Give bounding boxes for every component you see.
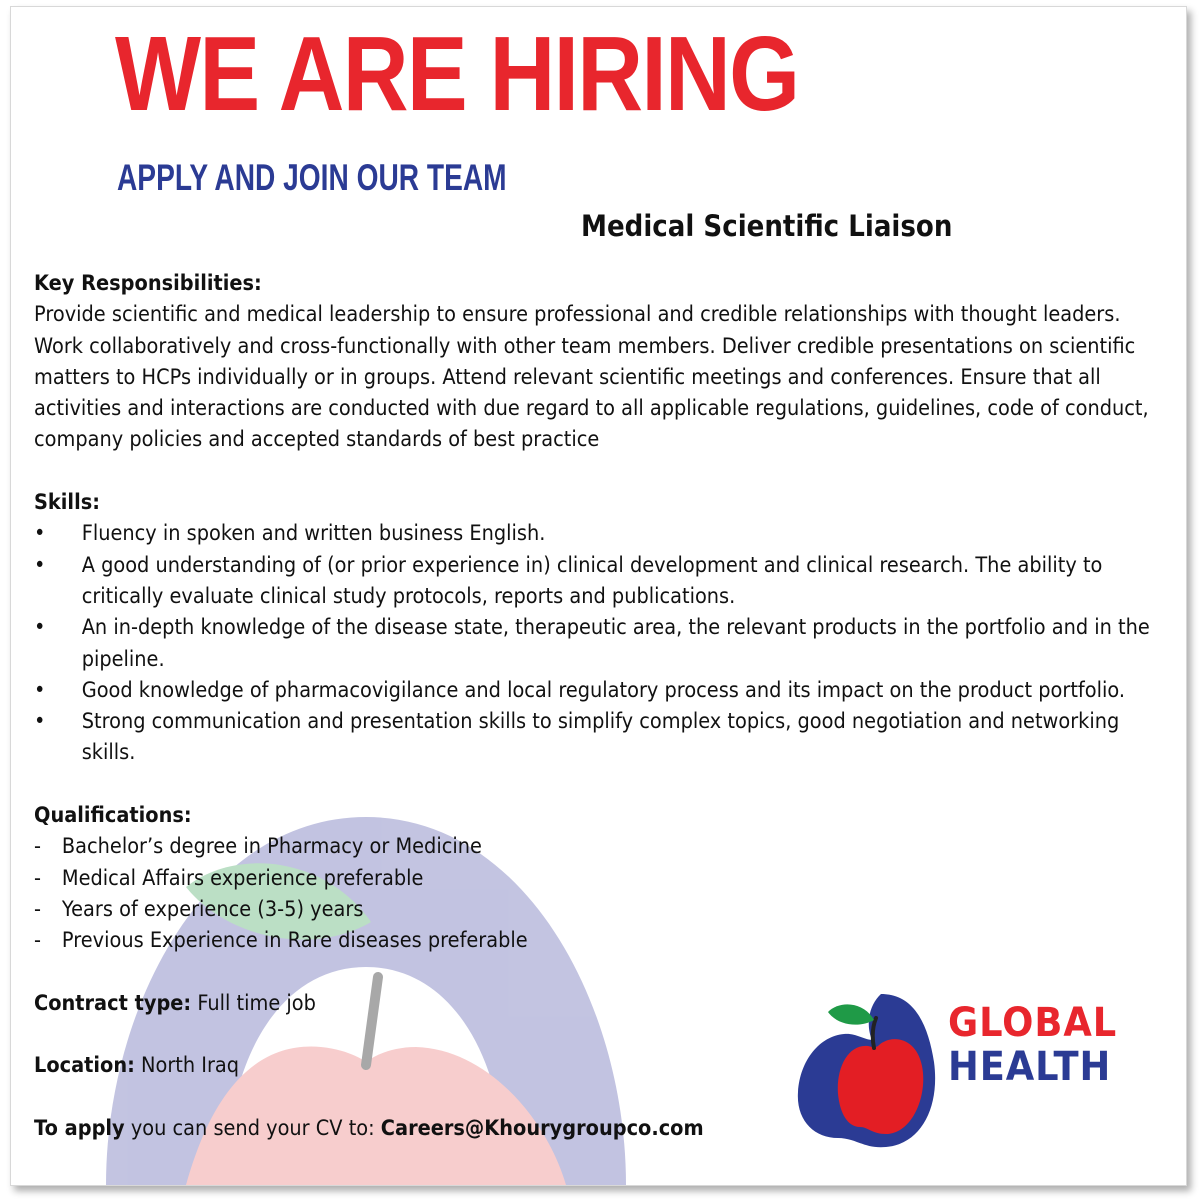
contract-type-label: Contract type: [34,990,192,1016]
bullet-icon: • [34,521,46,547]
join-team-subheadline: APPLY AND JOIN OUR TEAM [117,157,507,198]
bullet-icon: • [34,552,46,578]
skills-heading: Skills: [34,490,100,516]
skill-item: • Fluency in spoken and written business English. [34,518,1173,549]
dash-icon: - [34,834,41,860]
skill-item: • Strong communication and presentation skills to simplify complex topics, good negotiation and networking skills. [34,706,1173,769]
contract-type-value: Full time job [197,990,316,1016]
apply-label: To apply [34,1116,125,1142]
skill-item: • Good knowledge of pharmacovigilance and local regulatory process and its impact on the product portfolio. [34,675,1173,706]
job-title: Medical Scientific Liaison [581,209,953,243]
bullet-icon: • [34,677,46,703]
skills-list [34,518,1173,768]
logo-word-health: HEALTH [948,1044,1112,1090]
responsibilities-text: Provide scientific and medical leadership to ensure professional and credible relationships with thought leaders. Work collaboratively and cross-functionally with other team members. Deliver credible presentations on scientific matters to HCPs individually or in groups. Attend relevant scientific meetings and conferences. Ensure that all activities and interactions are conducted with due regard to all applicable regulations, guidelines, code of conduct, company policies and accepted standards of best practice [34,302,1149,453]
bullet-icon: • [34,709,46,735]
qualification-item: - Bachelor’s degree in Pharmacy or Medicine [34,831,1173,862]
qualification-item: - Previous Experience in Rare diseases preferable [34,925,1173,956]
qualifications-heading: Qualifications: [34,803,192,829]
logo-word-global: GLOBAL [948,1000,1118,1046]
dash-icon: - [34,865,41,891]
dash-icon: - [34,928,41,954]
skill-item: • A good understanding of (or prior experience in) clinical development and clinical research. The ability to critically evaluate clinical study protocols, reports and publications. [34,550,1173,613]
qualification-item: - Medical Affairs experience preferable [34,863,1173,894]
job-poster [10,6,1187,1186]
location-label: Location: [34,1053,135,1079]
apply-text: you can send your CV to: [130,1116,375,1142]
skill-item: • An in-depth knowledge of the disease state, therapeutic area, the relevant products in the portfolio and in the pipeline. [34,612,1173,675]
global-health-wordmark [948,1001,1132,1089]
qualification-item: - Years of experience (3-5) years [34,894,1173,925]
dash-icon: - [34,896,41,922]
hiring-headline: WE ARE HIRING [115,15,799,133]
apply-email-link[interactable]: Careers@Khourygroupco.com [380,1116,704,1142]
qualifications-list [34,831,1173,956]
bullet-icon: • [34,615,46,641]
location-value: North Iraq [141,1053,240,1079]
responsibilities-heading: Key Responsibilities: [34,271,262,296]
